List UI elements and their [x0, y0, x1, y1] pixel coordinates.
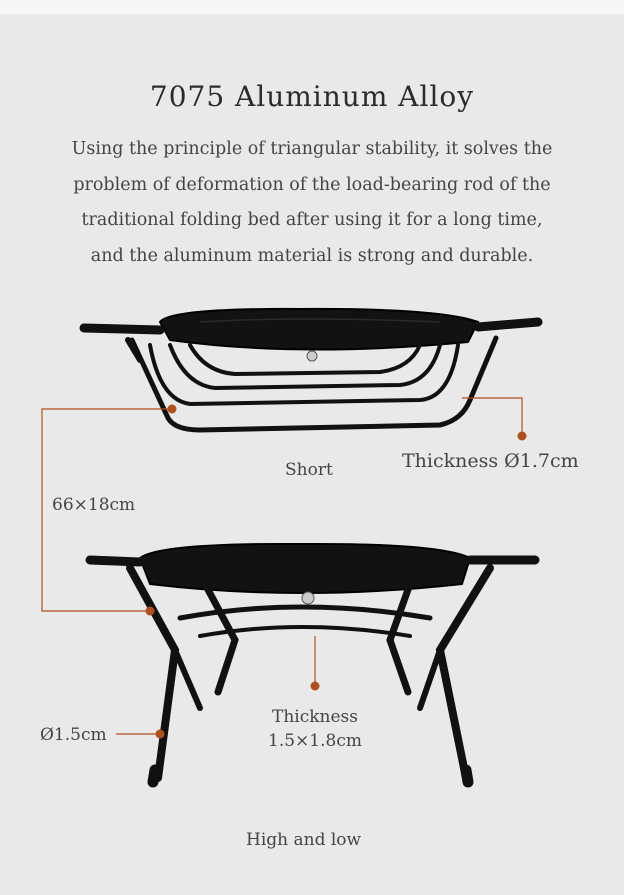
- frame-thickness-line-1: Thickness: [271, 707, 358, 727]
- tube-thickness-label: Thickness Ø1.7cm: [402, 450, 579, 472]
- dot-size-bottom: [146, 607, 155, 616]
- dot-leg: [156, 730, 165, 739]
- dot-size-top: [168, 405, 177, 414]
- high-low-label: High and low: [246, 830, 362, 850]
- description-line-3: traditional folding bed after using it for a long time,: [81, 210, 543, 230]
- description-line-2: problem of deformation of the load-bearing rod of the: [73, 174, 551, 195]
- dot-tube: [518, 432, 527, 441]
- dot-frame: [311, 682, 320, 691]
- description-line-4: and the aluminum material is strong and durable.: [90, 245, 534, 266]
- frame-thickness-label: [240, 705, 390, 753]
- short-label: Short: [285, 460, 333, 480]
- leg-diameter-label: Ø1.5cm: [40, 725, 107, 745]
- description-line-1: Using the principle of triangular stability, it solves the: [71, 139, 553, 159]
- short-cot-image: [84, 309, 538, 430]
- page-title: 7075 Aluminum Alloy: [149, 80, 475, 113]
- frame-thickness-line-2: 1.5×1.8cm: [268, 731, 362, 751]
- size-label: 66×18cm: [52, 495, 136, 515]
